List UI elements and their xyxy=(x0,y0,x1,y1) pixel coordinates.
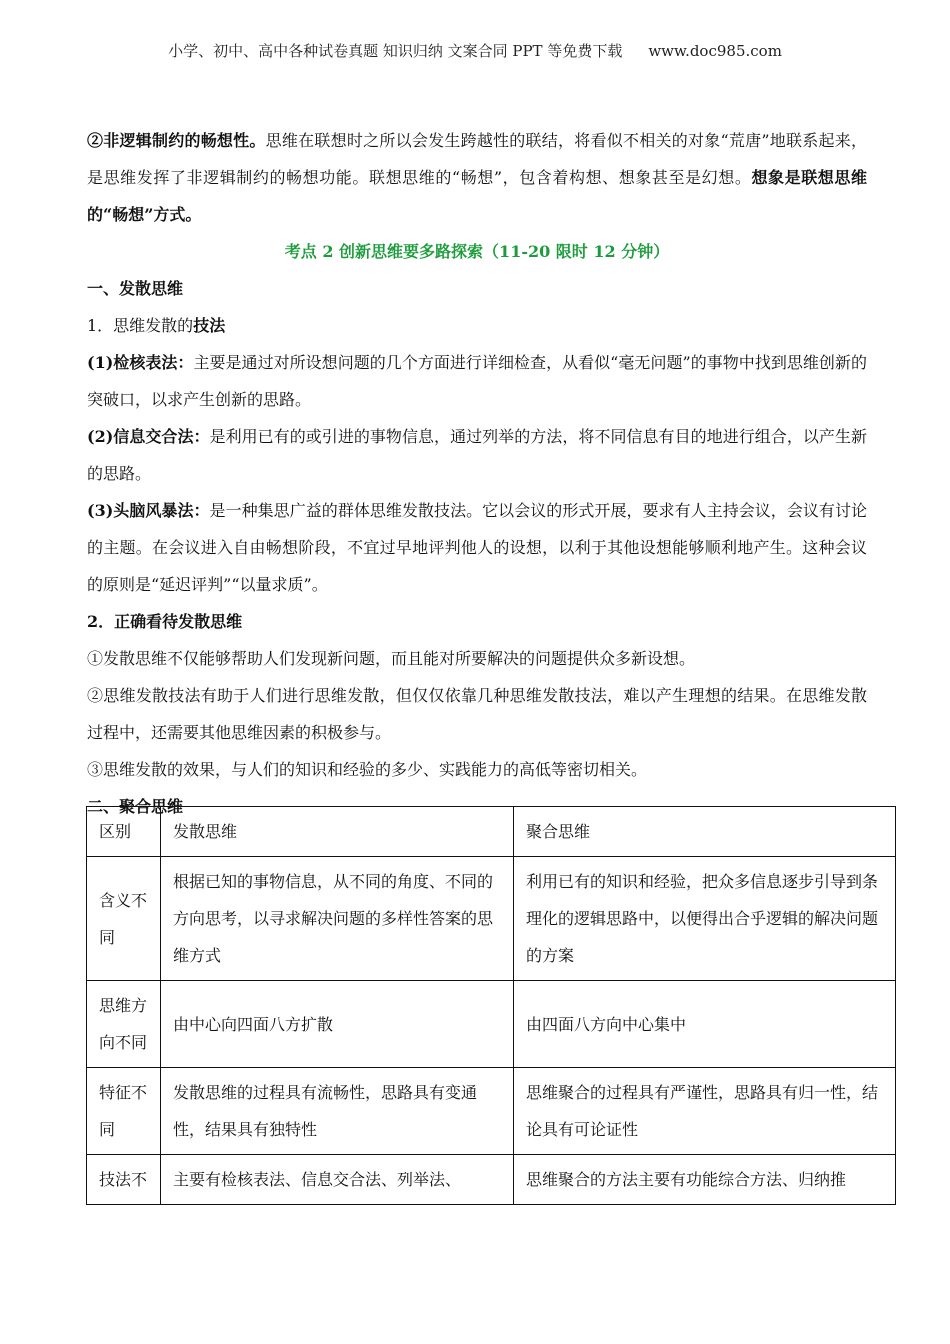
table-cell: 由四面八方向中心集中 xyxy=(514,981,896,1068)
technique-label: (2)信息交合法： xyxy=(87,427,210,446)
technique-text: 主要是通过对所设想问题的几个方面进行详细检查，从看似“毫无问题”的事物中找到思维创新的突破口，以求产生创新的思路。 xyxy=(87,353,867,409)
table-cell: 思维聚合的方法主要有功能综合方法、归纳推 xyxy=(514,1155,896,1205)
table-header-cell: 聚合思维 xyxy=(514,807,896,857)
table-cell: 主要有检核表法、信息交合法、列举法、 xyxy=(161,1155,514,1205)
table-row xyxy=(87,981,896,1068)
table-cell: 技法不 xyxy=(87,1155,161,1205)
table-header-cell: 区别 xyxy=(87,807,161,857)
intro-title: ②非逻辑制约的畅想性。 xyxy=(87,131,266,150)
page-header xyxy=(0,40,950,61)
part1-sub1 xyxy=(87,307,867,344)
header-url[interactable]: www.doc985.com xyxy=(648,42,782,60)
table-cell: 发散思维的过程具有流畅性，思路具有变通性，结果具有独特性 xyxy=(161,1068,514,1155)
document-body xyxy=(87,122,867,825)
intro-text: 思维在联想时之所以会发生跨越性的联结，将看似不相关的对象“荒唐”地联系起来，是思维发挥了非逻辑制约的畅想功能。联想思维的“畅想”，包含着构想、想象甚至是幻想。 xyxy=(87,131,867,187)
section-title: 考点 2 创新思维要多路探索（11-20 限时 12 分钟） xyxy=(284,242,670,261)
table-cell: 含义不同 xyxy=(87,857,161,981)
table-header-row xyxy=(87,807,896,857)
technique-item xyxy=(87,492,867,603)
part1-sub2: 2．正确看待发散思维 xyxy=(87,612,243,631)
table-row xyxy=(87,857,896,981)
table-header-cell: 发散思维 xyxy=(161,807,514,857)
intro-paragraph xyxy=(87,122,867,233)
point-item: ③思维发散的效果，与人们的知识和经验的多少、实践能力的高低等密切相关。 xyxy=(87,760,648,779)
technique-text: 是一种集思广益的群体思维发散技法。它以会议的形式开展，要求有人主持会议，会议有讨论的主题。在会议进入自由畅想阶段，不宜过早地评判他人的设想，以利于其他设想能够顺利地产生。这种会议的原则是“延迟评判”“以量求质”。 xyxy=(87,501,867,594)
point-item: ②思维发散技法有助于人们进行思维发散，但仅仅依靠几种思维发散技法，难以产生理想的结果。在思维发散过程中，还需要其他思维因素的积极参与。 xyxy=(87,686,867,742)
part2-heading: 二、聚合思维 xyxy=(87,797,184,816)
intro-bold-end: 想象是联想思维的“畅想”方式。 xyxy=(87,168,867,224)
table-row xyxy=(87,1155,896,1205)
table-row xyxy=(87,1068,896,1155)
table-cell: 根据已知的事物信息，从不同的角度、不同的方向思考，以寻求解决问题的多样性答案的思维方式 xyxy=(161,857,514,981)
table-cell: 思维方向不同 xyxy=(87,981,161,1068)
comparison-table xyxy=(86,806,896,1205)
sub1-prefix: 1．思维发散的 xyxy=(87,316,194,335)
part1-heading: 一、发散思维 xyxy=(87,279,184,298)
technique-label: (3)头脑风暴法： xyxy=(87,501,210,520)
table-cell: 由中心向四面八方扩散 xyxy=(161,981,514,1068)
table-cell: 利用已有的知识和经验，把众多信息逐步引导到条理化的逻辑思路中，以便得出合乎逻辑的解决问题的方案 xyxy=(514,857,896,981)
sub1-bold: 技法 xyxy=(193,316,226,335)
technique-item xyxy=(87,344,867,418)
technique-text: 是利用已有的或引进的事物信息，通过列举的方法，将不同信息有目的地进行组合，以产生新的思路。 xyxy=(87,427,867,483)
technique-label: (1)检核表法： xyxy=(87,353,194,372)
technique-item xyxy=(87,418,867,492)
point-item: ①发散思维不仅能够帮助人们发现新问题，而且能对所要解决的问题提供众多新设想。 xyxy=(87,649,696,668)
table-cell: 特征不同 xyxy=(87,1068,161,1155)
table-cell: 思维聚合的过程具有严谨性，思路具有归一性，结论具有可论证性 xyxy=(514,1068,896,1155)
header-text: 小学、初中、高中各种试卷真题 知识归纳 文案合同 PPT 等免费下载 xyxy=(168,42,623,60)
